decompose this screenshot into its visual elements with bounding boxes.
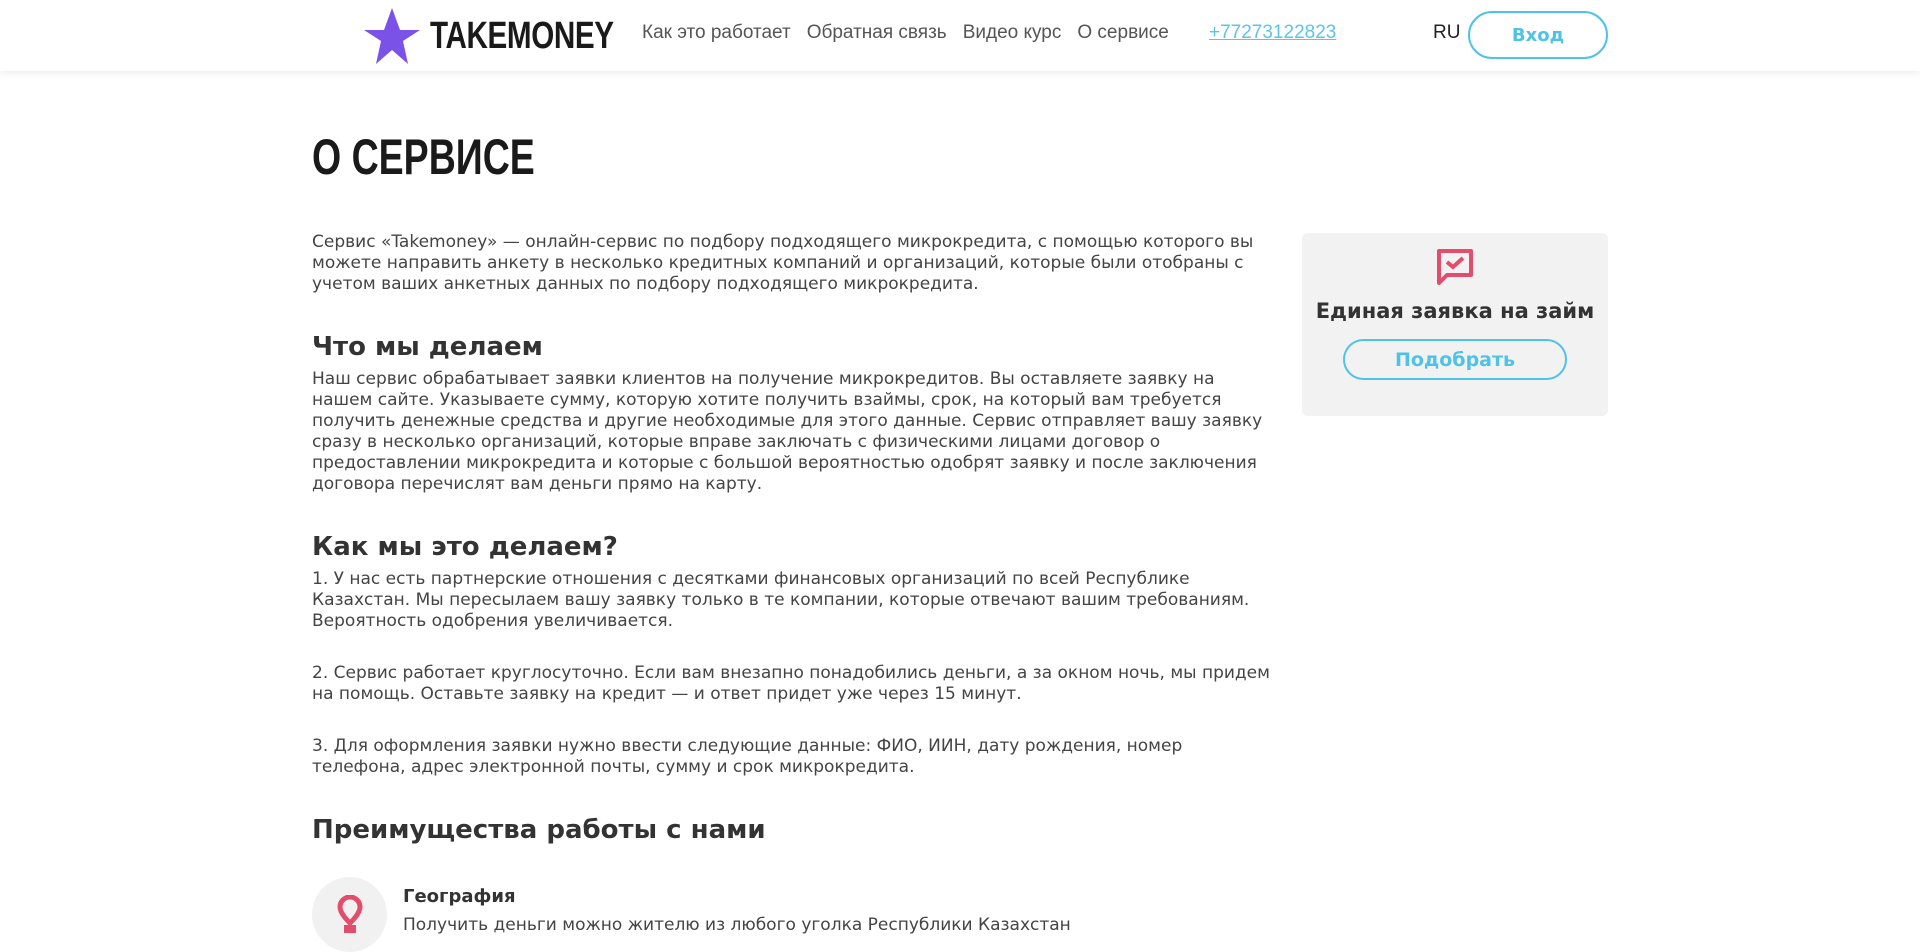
section-text-what: Наш сервис обрабатывает заявки клиентов на получение микрокредитов. Вы оставляете заявку на нашем сайте. Указываете сумму, которую хотите получить взаймы, срок, на который вам требуется получить денежные средства и другие необходимые для этого данные. Сервис отправляет вашу заявку сразу в несколько организаций, которые вправе заключать с физическими лицами договор о предоставлении микрокредита и которые с большой вероятностью одобрят заявку и после заключения договора перечислят вам деньги прямо на карту. [312, 369, 1263, 494]
how-item-1: 1. У нас есть партнерские отношения с десятками финансовых организаций по всей Республике Казахстан. Мы пересылаем вашу заявку только в те компании, которые отвечают вашим требованиям. Вероятность одобрения увеличивается. [312, 569, 1250, 631]
feature-text: Получить деньги можно жителю из любого уголка Республики Казахстан [403, 915, 1071, 935]
feature-icon-circle [312, 877, 387, 952]
loan-application-card [1302, 233, 1608, 416]
feature-title: География [403, 886, 516, 907]
language-selector[interactable]: RU [1433, 22, 1461, 43]
section-heading-what: Что мы делаем [312, 332, 543, 362]
section-heading-how: Как мы это делаем? [312, 532, 618, 562]
star-logo-icon [362, 8, 422, 64]
nav-how-it-works[interactable]: Как это работает [642, 22, 791, 43]
nav-about[interactable]: О сервисе [1077, 22, 1169, 43]
login-button[interactable]: Вход [1468, 11, 1608, 59]
phone-link[interactable]: +77273122823 [1209, 22, 1337, 43]
pick-loan-button[interactable]: Подобрать [1343, 339, 1567, 380]
main-content [312, 232, 1280, 846]
how-item-3: 3. Для оформления заявки нужно ввести следующие данные: ФИО, ИИН, дату рождения, номер телефона, адрес электронной почты, сумму и срок микрокредита. [312, 736, 1183, 777]
site-header [0, 0, 1920, 71]
how-item-2: 2. Сервис работает круглосуточно. Если вам внезапно понадобились деньги, а за окном ночь, мы придем на помощь. Оставьте заявку на кредит — и ответ придет уже через 15 минут. [312, 663, 1270, 704]
map-pin-icon [336, 895, 364, 935]
nav-video-course[interactable]: Видео курс [962, 22, 1062, 43]
page-title: О СЕРВИСЕ [312, 129, 535, 185]
main-nav [642, 22, 1169, 44]
chat-check-icon [1435, 247, 1475, 287]
nav-feedback[interactable]: Обратная связь [806, 22, 947, 43]
intro-text: Сервис «Takemoney» — онлайн-сервис по подбору подходящего микрокредита, с помощью которого вы можете направить анкету в несколько кредитных компаний и организаций, которые были отобраны с учетом ваших анкетных данных по подбору подходящего микрокредита. [312, 232, 1254, 294]
logo-text: TAKEMONEY [430, 14, 614, 57]
logo[interactable] [362, 8, 665, 64]
card-title: Единая заявка на займ [1315, 299, 1595, 323]
section-heading-advantages: Преимущества работы с нами [312, 815, 766, 845]
